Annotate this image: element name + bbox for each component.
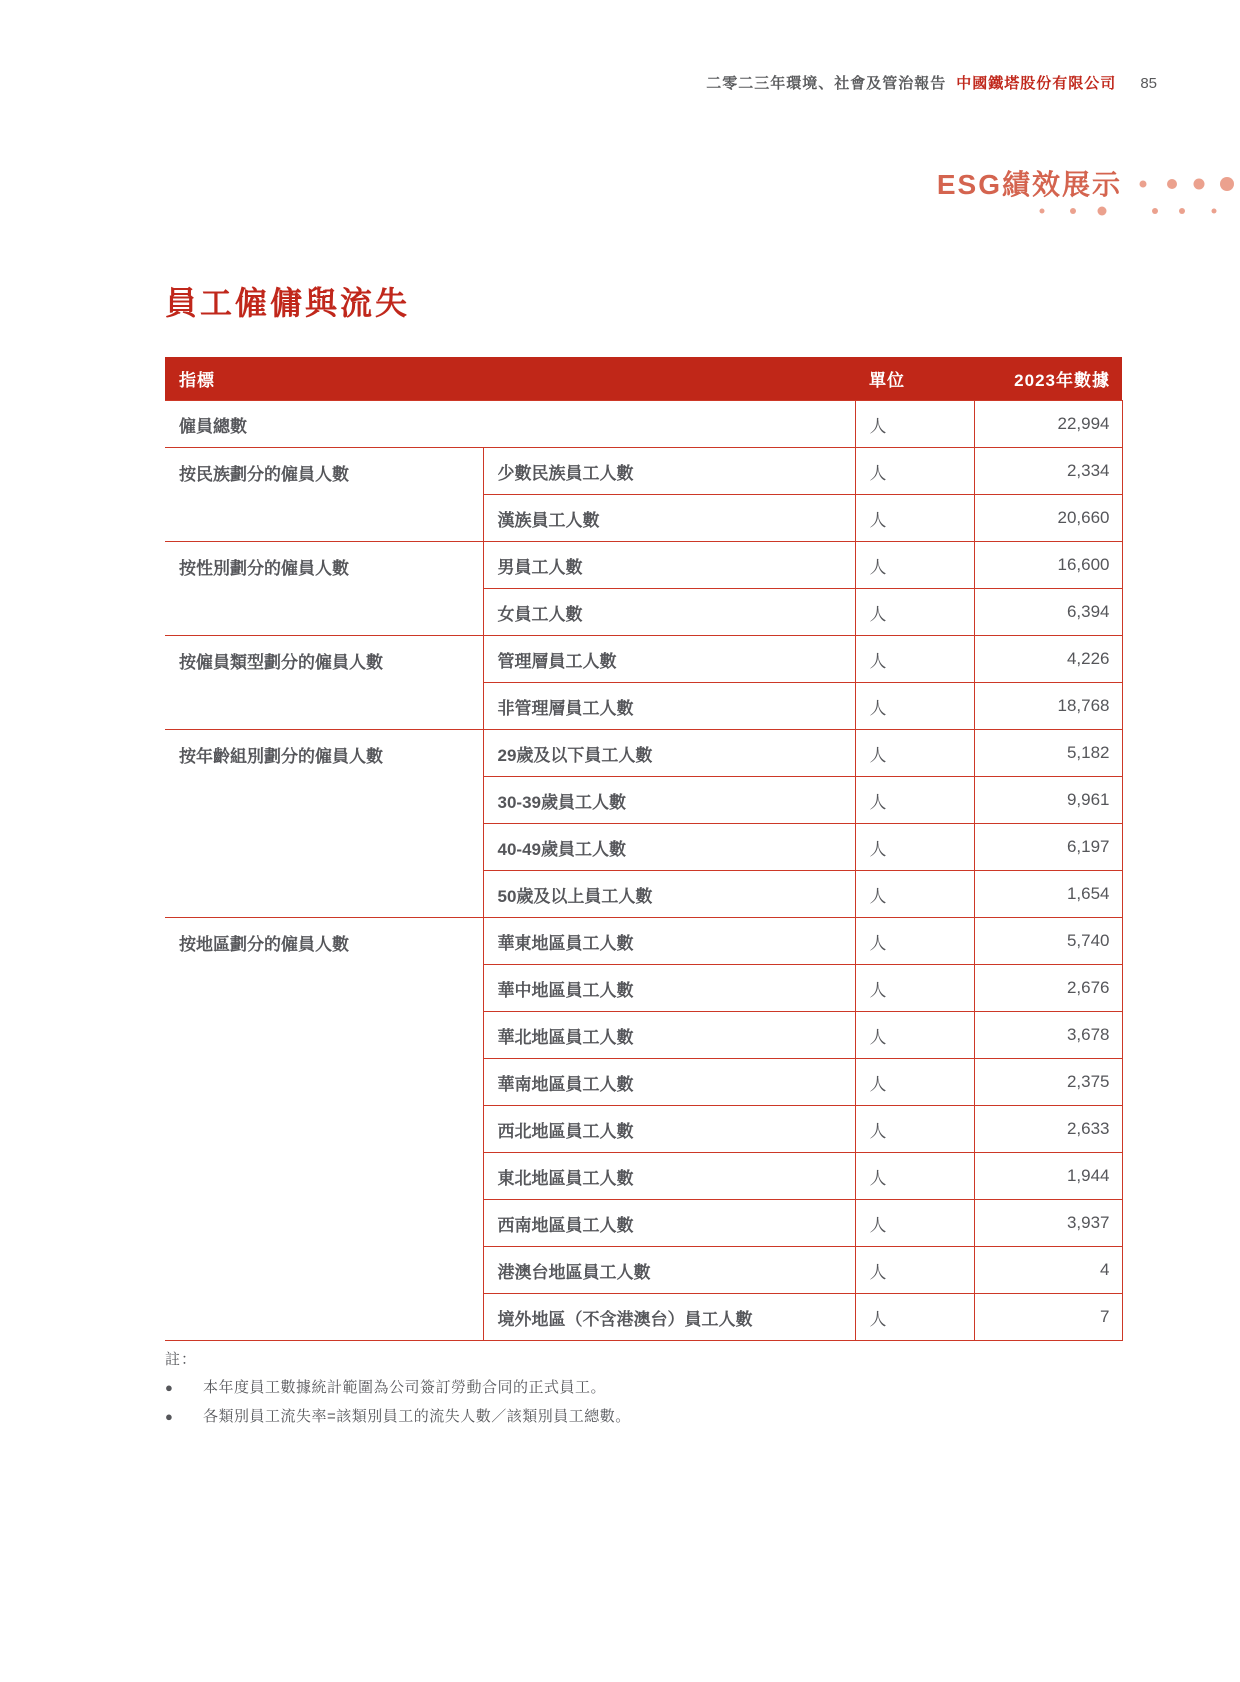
value-cell: 2,676	[974, 965, 1122, 1012]
value-cell: 7	[974, 1294, 1122, 1341]
value-cell: 1,654	[974, 871, 1122, 918]
sub-indicator-cell: 少數民族員工人數	[483, 448, 855, 495]
sub-indicator-cell: 29歲及以下員工人數	[483, 730, 855, 777]
section-heading: ESG績效展示	[936, 169, 1122, 200]
value-cell: 16,600	[974, 542, 1122, 589]
sub-indicator-cell: 男員工人數	[483, 542, 855, 589]
report-title: 二零二三年環境、社會及管治報告	[706, 75, 947, 92]
sub-indicator-cell: 西南地區員工人數	[483, 1200, 855, 1247]
value-cell: 6,197	[974, 824, 1122, 871]
value-cell: 3,678	[974, 1012, 1122, 1059]
sub-indicator-cell: 華北地區員工人數	[483, 1012, 855, 1059]
bullet-icon: ●	[165, 1409, 173, 1424]
table-row	[165, 448, 1122, 495]
value-cell: 4	[974, 1247, 1122, 1294]
table-header-row	[165, 357, 1122, 401]
unit-cell: 人	[855, 1200, 974, 1247]
employee-data-table	[165, 357, 1123, 1341]
sub-indicator-cell: 漢族員工人數	[483, 495, 855, 542]
unit-cell: 人	[855, 871, 974, 918]
indicator-group-cell: 按年齡組別劃分的僱員人數	[165, 730, 483, 918]
unit-cell: 人	[855, 542, 974, 589]
sub-indicator-cell: 30-39歲員工人數	[483, 777, 855, 824]
footnotes	[165, 1348, 965, 1428]
running-header	[706, 72, 1157, 93]
sub-indicator-cell: 東北地區員工人數	[483, 1153, 855, 1200]
table-row	[165, 918, 1122, 965]
unit-cell: 人	[855, 1059, 974, 1106]
sub-indicator-cell: 港澳台地區員工人數	[483, 1247, 855, 1294]
indicator-cell: 僱員總數	[165, 401, 855, 448]
decorative-dots-icon	[1035, 170, 1240, 225]
table-row	[165, 542, 1122, 589]
unit-cell: 人	[855, 1012, 974, 1059]
notes-label: 註：	[165, 1351, 198, 1368]
column-header-value: 2023年數據	[974, 357, 1122, 401]
unit-cell: 人	[855, 448, 974, 495]
value-cell: 5,740	[974, 918, 1122, 965]
table-row	[165, 636, 1122, 683]
sub-indicator-cell: 境外地區（不含港澳台）員工人數	[483, 1294, 855, 1341]
table-row	[165, 401, 1122, 448]
company-name: 中國鐵塔股份有限公司	[956, 75, 1117, 92]
value-cell: 18,768	[974, 683, 1122, 730]
unit-cell: 人	[855, 824, 974, 871]
unit-cell: 人	[855, 589, 974, 636]
unit-cell: 人	[855, 918, 974, 965]
unit-cell: 人	[855, 730, 974, 777]
sub-indicator-cell: 管理層員工人數	[483, 636, 855, 683]
value-cell: 9,961	[974, 777, 1122, 824]
unit-cell: 人	[855, 401, 974, 448]
sub-indicator-cell: 40-49歲員工人數	[483, 824, 855, 871]
sub-indicator-cell: 華中地區員工人數	[483, 965, 855, 1012]
sub-indicator-cell: 華東地區員工人數	[483, 918, 855, 965]
value-cell: 2,334	[974, 448, 1122, 495]
unit-cell: 人	[855, 1153, 974, 1200]
unit-cell: 人	[855, 777, 974, 824]
unit-cell: 人	[855, 636, 974, 683]
value-cell: 2,633	[974, 1106, 1122, 1153]
column-header-indicator: 指標	[165, 357, 855, 401]
value-cell: 6,394	[974, 589, 1122, 636]
unit-cell: 人	[855, 683, 974, 730]
unit-cell: 人	[855, 1247, 974, 1294]
unit-cell: 人	[855, 1106, 974, 1153]
sub-indicator-cell: 西北地區員工人數	[483, 1106, 855, 1153]
unit-cell: 人	[855, 965, 974, 1012]
unit-cell: 人	[855, 495, 974, 542]
indicator-group-cell: 按民族劃分的僱員人數	[165, 448, 483, 542]
indicator-group-cell: 按性別劃分的僱員人數	[165, 542, 483, 636]
value-cell: 20,660	[974, 495, 1122, 542]
indicator-group-cell: 按地區劃分的僱員人數	[165, 918, 483, 1341]
value-cell: 1,944	[974, 1153, 1122, 1200]
indicator-group-cell: 按僱員類型劃分的僱員人數	[165, 636, 483, 730]
sub-indicator-cell: 華南地區員工人數	[483, 1059, 855, 1106]
page-number: 85	[1140, 75, 1157, 92]
value-cell: 3,937	[974, 1200, 1122, 1247]
sub-indicator-cell: 非管理層員工人數	[483, 683, 855, 730]
note-text: 本年度員工數據統計範圍為公司簽訂勞動合同的正式員工。	[203, 1379, 607, 1396]
value-cell: 4,226	[974, 636, 1122, 683]
sub-indicator-cell: 50歲及以上員工人數	[483, 871, 855, 918]
page-title: 員工僱傭與流失	[165, 285, 411, 321]
column-header-unit: 單位	[855, 357, 974, 401]
value-cell: 22,994	[974, 401, 1122, 448]
note-item	[165, 1377, 965, 1399]
value-cell: 2,375	[974, 1059, 1122, 1106]
unit-cell: 人	[855, 1294, 974, 1341]
note-item	[165, 1406, 965, 1428]
bullet-icon: ●	[165, 1380, 173, 1395]
note-text: 各類別員工流失率=該類別員工的流失人數／該類別員工總數。	[203, 1408, 631, 1425]
sub-indicator-cell: 女員工人數	[483, 589, 855, 636]
value-cell: 5,182	[974, 730, 1122, 777]
table-row	[165, 730, 1122, 777]
